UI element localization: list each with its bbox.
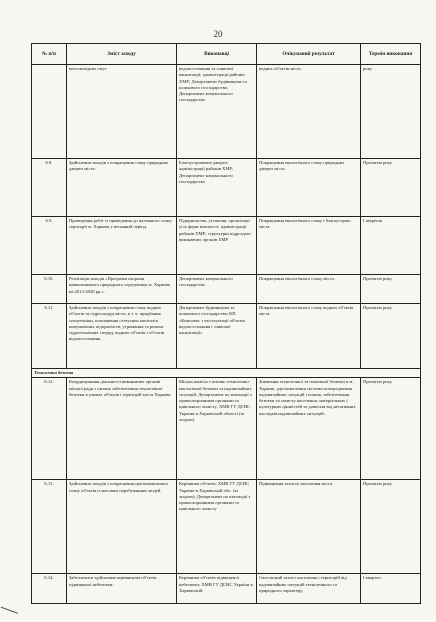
row-num: 6.8. bbox=[32, 159, 67, 217]
row-executors: Департамент комунального господарства bbox=[177, 275, 257, 304]
section-title: Техногенна безпека bbox=[32, 369, 421, 378]
row-content: Забезпечити здійснення керівництва об'єктів підвищеної небезпеки: bbox=[67, 574, 177, 604]
row-num: 6.11. bbox=[32, 304, 67, 369]
table-header-row bbox=[32, 44, 421, 65]
row-result: Покращення екологічного стану природних джерел міста. bbox=[257, 159, 361, 217]
row-executors: Департамент будівництва та шляхового господарства; КП «Комплекс з експлуатації об'єктів водопостачання і зливової каналізації» bbox=[177, 304, 257, 369]
measures-table bbox=[31, 43, 421, 604]
row-result: Покращення екологічного стану і благоустрою міста. bbox=[257, 217, 361, 275]
scan-corner-mark bbox=[1, 597, 22, 613]
row-content: Здійснення заходів з покращення стану природних джерел міста. bbox=[67, 159, 177, 217]
table-row bbox=[32, 65, 421, 159]
row-content: Здійснення заходів з покращення стану водних об'єктів та гідроспоруд міста, в т. ч. придбання спецтехніки, поповнення статутних капіталів комунальних підприємств, утримання та ремонт гідротехнічних споруд, водних об'єктів і об'єктів водопостачання. bbox=[67, 304, 177, 369]
table-row bbox=[32, 159, 421, 217]
row-term: Протягом року bbox=[361, 304, 421, 369]
row-executors: Підприємства, установи, організації усіх форм власності; адміністрації районів ХМР; структурні підрозділи виконавчих органів ХМР bbox=[177, 217, 257, 275]
row-executors: Керівники об'єктів; ХМВ ГУ ДСНС України в Харківській обл. (за згодою); Департамент по взаємодії з правоохоронними органами та цивільного захисту bbox=[177, 480, 257, 574]
row-result: Своєчасний захист населення і територій від надзвичайних ситуацій техногенного та природного характеру, bbox=[257, 574, 361, 604]
table-row bbox=[32, 378, 421, 480]
row-term: Протягом року bbox=[361, 378, 421, 480]
header-content: Зміст заходу bbox=[67, 44, 177, 65]
row-content: Реалізація заходів «Програми охорони навколишнього природного середовища м. Харкова на 2013-2020 рр.». bbox=[67, 275, 177, 304]
row-term: Протягом року bbox=[361, 275, 421, 304]
row-num bbox=[32, 65, 67, 159]
row-executors: Благоустроювачі джерел; адміністрації районів ХМР; Департамент комунального господарства bbox=[177, 159, 257, 217]
row-executors: водопостачання та зливової каналізації; адміністрації районів ХМР; Департамент будівництва та шляхового господарства; Департамент комунального господарства bbox=[177, 65, 257, 159]
row-term: Протягом року bbox=[361, 159, 421, 217]
row-content: велосипедних смуг. bbox=[67, 65, 177, 159]
row-term: І півріччя bbox=[361, 217, 421, 275]
row-num: 6.10. bbox=[32, 275, 67, 304]
table-row bbox=[32, 275, 421, 304]
table-row bbox=[32, 574, 421, 604]
row-result: Зниження техногенної та пожежної безпеки в м. Харкові, удосконалення системи попередження надзвичайних ситуацій і пожеж, забезпечення безпеки та захисту населення, матеріальних і культурних цінностей та довкілля від негативних наслідків надзвичайних ситуацій. bbox=[257, 378, 361, 480]
row-content: Координування діяльності виконавчих органів міської ради з питань забезпечення техногенної безпеки в умовах об'єктів і територій міста Харкова. bbox=[67, 378, 177, 480]
row-num: 6.12. bbox=[32, 378, 67, 480]
header-term: Термін виконання bbox=[361, 44, 421, 65]
table-row bbox=[32, 304, 421, 369]
row-result: водних об'єктів міста. bbox=[257, 65, 361, 159]
row-term: року bbox=[361, 65, 421, 159]
section-row bbox=[32, 369, 421, 378]
row-executors: Керівники об'єктів підвищеної небезпеки; ХМВ ГУ ДСНС України в Харківській bbox=[177, 574, 257, 604]
table-row bbox=[32, 480, 421, 574]
row-term: Протягом року bbox=[361, 480, 421, 574]
header-executors: Виконавці bbox=[177, 44, 257, 65]
header-num: № п/п bbox=[32, 44, 67, 65]
row-result: Підвищення захисту населення міста. bbox=[257, 480, 361, 574]
row-result: Покращення екологічного стану водних об'єктів міста. bbox=[257, 304, 361, 369]
row-num: 6.13. bbox=[32, 480, 67, 574]
row-term: І квартал bbox=[361, 574, 421, 604]
row-result: Покращення екологічного стану міста. bbox=[257, 275, 361, 304]
row-num: 6.9. bbox=[32, 217, 67, 275]
row-executors: Міська комісія з питань техногенно-екологічної безпеки та надзвичайних ситуацій, Департамент по взаємодії з правоохоронними органами та цивільного захисту; ХМВ ГУ ДСНС України в Харківській області (за згодою) bbox=[177, 378, 257, 480]
row-num: 6.14. bbox=[32, 574, 67, 604]
page-number: 20 bbox=[213, 29, 223, 39]
header-result: Очікуваний результат bbox=[257, 44, 361, 65]
row-content: Здійснення заходів з покращення протипожежного стану об'єктів із масовим перебуванням людей. bbox=[67, 480, 177, 574]
table-row bbox=[32, 217, 421, 275]
row-content: Проведення робіт із приведення до належного стану території м. Харкова у весняний період. bbox=[67, 217, 177, 275]
